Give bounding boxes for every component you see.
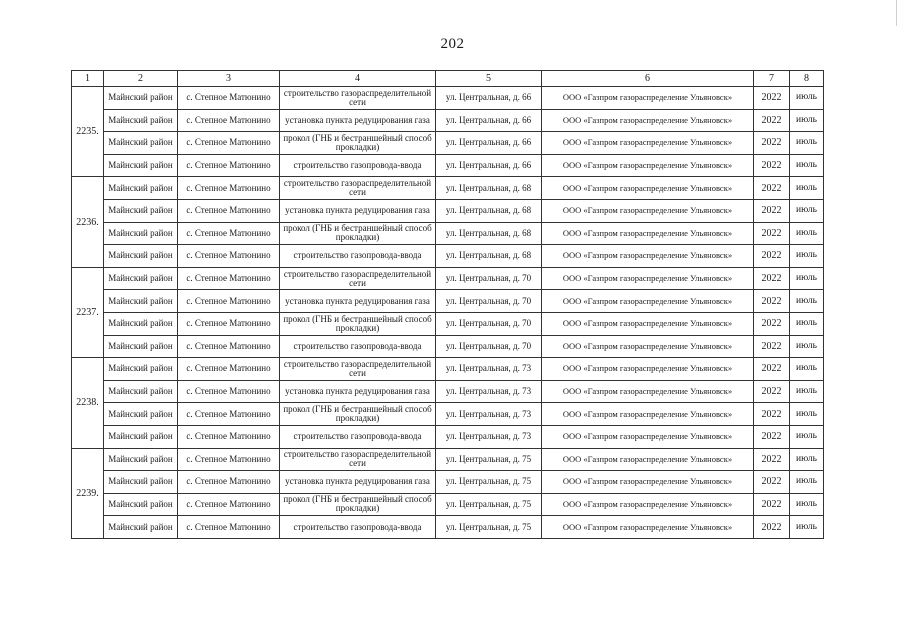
table-row [72, 87, 824, 110]
year-cell: 2022 [754, 132, 790, 155]
address-cell: ул. Центральная, д. 75 [436, 493, 542, 516]
month-cell: июль [790, 267, 824, 290]
document-table-container [71, 70, 824, 539]
district-cell: Майнский район [104, 290, 178, 313]
work-type-cell: строительство газопровода-ввода [280, 335, 436, 358]
table-row [72, 358, 824, 381]
work-type-cell: установка пункта редуцирования газа [280, 380, 436, 403]
district-cell: Майнский район [104, 403, 178, 426]
year-cell: 2022 [754, 177, 790, 200]
table-row [72, 154, 824, 177]
work-type-cell: строительство газопровода-ввода [280, 245, 436, 268]
district-cell: Майнский район [104, 358, 178, 381]
month-cell: июль [790, 245, 824, 268]
table-row [72, 199, 824, 222]
column-header: 7 [754, 71, 790, 87]
month-cell: июль [790, 154, 824, 177]
district-cell: Майнский район [104, 493, 178, 516]
address-cell: ул. Центральная, д. 68 [436, 245, 542, 268]
year-cell: 2022 [754, 245, 790, 268]
organization-cell: ООО «Газпром газораспределение Ульяновск» [542, 109, 754, 132]
work-type-cell: прокол (ГНБ и бестраншейный способ прокладки) [280, 403, 436, 426]
scan-edge-mark [896, 0, 897, 26]
address-cell: ул. Центральная, д. 75 [436, 516, 542, 539]
district-cell: Майнский район [104, 312, 178, 335]
table-row [72, 516, 824, 539]
work-type-cell: строительство газораспределительной сети [280, 358, 436, 381]
address-cell: ул. Центральная, д. 70 [436, 267, 542, 290]
year-cell: 2022 [754, 425, 790, 448]
month-cell: июль [790, 222, 824, 245]
year-cell: 2022 [754, 471, 790, 494]
work-type-cell: строительство газораспределительной сети [280, 177, 436, 200]
year-cell: 2022 [754, 199, 790, 222]
month-cell: июль [790, 516, 824, 539]
month-cell: июль [790, 493, 824, 516]
address-cell: ул. Центральная, д. 68 [436, 222, 542, 245]
header-row [72, 71, 824, 87]
month-cell: июль [790, 471, 824, 494]
month-cell: июль [790, 380, 824, 403]
row-number-cell: 2236. [72, 177, 104, 267]
year-cell: 2022 [754, 154, 790, 177]
table-row [72, 245, 824, 268]
district-cell: Майнский район [104, 132, 178, 155]
address-cell: ул. Центральная, д. 70 [436, 335, 542, 358]
organization-cell: ООО «Газпром газораспределение Ульяновск» [542, 471, 754, 494]
village-cell: с. Степное Матюнино [178, 154, 280, 177]
month-cell: июль [790, 87, 824, 110]
table-row [72, 425, 824, 448]
month-cell: июль [790, 403, 824, 426]
table-row [72, 312, 824, 335]
address-cell: ул. Центральная, д. 70 [436, 312, 542, 335]
organization-cell: ООО «Газпром газораспределение Ульяновск» [542, 177, 754, 200]
row-number-cell: 2235. [72, 87, 104, 177]
address-cell: ул. Центральная, д. 75 [436, 471, 542, 494]
table-row [72, 132, 824, 155]
column-header: 6 [542, 71, 754, 87]
table-body [72, 87, 824, 539]
address-cell: ул. Центральная, д. 66 [436, 87, 542, 110]
month-cell: июль [790, 335, 824, 358]
district-cell: Майнский район [104, 448, 178, 471]
organization-cell: ООО «Газпром газораспределение Ульяновск» [542, 448, 754, 471]
month-cell: июль [790, 358, 824, 381]
table-row [72, 380, 824, 403]
district-cell: Майнский район [104, 177, 178, 200]
table-row [72, 290, 824, 313]
table-row [72, 267, 824, 290]
table-row [72, 222, 824, 245]
address-cell: ул. Центральная, д. 68 [436, 199, 542, 222]
village-cell: с. Степное Матюнино [178, 403, 280, 426]
organization-cell: ООО «Газпром газораспределение Ульяновск» [542, 132, 754, 155]
month-cell: июль [790, 312, 824, 335]
month-cell: июль [790, 199, 824, 222]
work-type-cell: установка пункта редуцирования газа [280, 199, 436, 222]
month-cell: июль [790, 448, 824, 471]
address-cell: ул. Центральная, д. 66 [436, 154, 542, 177]
work-type-cell: строительство газораспределительной сети [280, 87, 436, 110]
row-number-cell: 2238. [72, 358, 104, 448]
village-cell: с. Степное Матюнино [178, 358, 280, 381]
village-cell: с. Степное Матюнино [178, 222, 280, 245]
year-cell: 2022 [754, 380, 790, 403]
district-cell: Майнский район [104, 154, 178, 177]
work-type-cell: прокол (ГНБ и бестраншейный способ прокладки) [280, 312, 436, 335]
organization-cell: ООО «Газпром газораспределение Ульяновск» [542, 222, 754, 245]
organization-cell: ООО «Газпром газораспределение Ульяновск» [542, 358, 754, 381]
table-row [72, 448, 824, 471]
work-type-cell: прокол (ГНБ и бестраншейный способ прокладки) [280, 132, 436, 155]
work-type-cell: строительство газораспределительной сети [280, 448, 436, 471]
year-cell: 2022 [754, 403, 790, 426]
work-type-cell: установка пункта редуцирования газа [280, 471, 436, 494]
work-type-cell: строительство газопровода-ввода [280, 516, 436, 539]
organization-cell: ООО «Газпром газораспределение Ульяновск» [542, 199, 754, 222]
village-cell: с. Степное Матюнино [178, 493, 280, 516]
address-cell: ул. Центральная, д. 73 [436, 425, 542, 448]
organization-cell: ООО «Газпром газораспределение Ульяновск» [542, 403, 754, 426]
gasification-plan-table [71, 70, 824, 539]
district-cell: Майнский район [104, 335, 178, 358]
month-cell: июль [790, 290, 824, 313]
village-cell: с. Степное Матюнино [178, 109, 280, 132]
district-cell: Майнский район [104, 222, 178, 245]
column-header: 5 [436, 71, 542, 87]
address-cell: ул. Центральная, д. 66 [436, 109, 542, 132]
table-row [72, 109, 824, 132]
organization-cell: ООО «Газпром газораспределение Ульяновск» [542, 245, 754, 268]
year-cell: 2022 [754, 267, 790, 290]
year-cell: 2022 [754, 222, 790, 245]
table-row [72, 403, 824, 426]
year-cell: 2022 [754, 312, 790, 335]
village-cell: с. Степное Матюнино [178, 380, 280, 403]
village-cell: с. Степное Матюнино [178, 312, 280, 335]
column-header: 8 [790, 71, 824, 87]
work-type-cell: строительство газопровода-ввода [280, 425, 436, 448]
organization-cell: ООО «Газпром газораспределение Ульяновск» [542, 380, 754, 403]
district-cell: Майнский район [104, 267, 178, 290]
address-cell: ул. Центральная, д. 66 [436, 132, 542, 155]
village-cell: с. Степное Матюнино [178, 267, 280, 290]
organization-cell: ООО «Газпром газораспределение Ульяновск» [542, 87, 754, 110]
address-cell: ул. Центральная, д. 75 [436, 448, 542, 471]
district-cell: Майнский район [104, 471, 178, 494]
table-row [72, 493, 824, 516]
village-cell: с. Степное Матюнино [178, 177, 280, 200]
column-header: 2 [104, 71, 178, 87]
district-cell: Майнский район [104, 199, 178, 222]
address-cell: ул. Центральная, д. 68 [436, 177, 542, 200]
district-cell: Майнский район [104, 380, 178, 403]
work-type-cell: прокол (ГНБ и бестраншейный способ прокладки) [280, 222, 436, 245]
district-cell: Майнский район [104, 87, 178, 110]
organization-cell: ООО «Газпром газораспределение Ульяновск» [542, 267, 754, 290]
work-type-cell: строительство газопровода-ввода [280, 154, 436, 177]
year-cell: 2022 [754, 335, 790, 358]
month-cell: июль [790, 425, 824, 448]
month-cell: июль [790, 177, 824, 200]
district-cell: Майнский район [104, 109, 178, 132]
year-cell: 2022 [754, 516, 790, 539]
year-cell: 2022 [754, 448, 790, 471]
organization-cell: ООО «Газпром газораспределение Ульяновск» [542, 493, 754, 516]
table-row [72, 335, 824, 358]
organization-cell: ООО «Газпром газораспределение Ульяновск» [542, 516, 754, 539]
year-cell: 2022 [754, 358, 790, 381]
row-number-cell: 2239. [72, 448, 104, 538]
page-number: 202 [440, 36, 465, 52]
address-cell: ул. Центральная, д. 70 [436, 290, 542, 313]
work-type-cell: установка пункта редуцирования газа [280, 109, 436, 132]
village-cell: с. Степное Матюнино [178, 448, 280, 471]
organization-cell: ООО «Газпром газораспределение Ульяновск» [542, 335, 754, 358]
village-cell: с. Степное Матюнино [178, 290, 280, 313]
year-cell: 2022 [754, 109, 790, 132]
organization-cell: ООО «Газпром газораспределение Ульяновск» [542, 425, 754, 448]
address-cell: ул. Центральная, д. 73 [436, 380, 542, 403]
year-cell: 2022 [754, 493, 790, 516]
row-number-cell: 2237. [72, 267, 104, 357]
year-cell: 2022 [754, 87, 790, 110]
column-header: 3 [178, 71, 280, 87]
table-row [72, 177, 824, 200]
village-cell: с. Степное Матюнино [178, 199, 280, 222]
village-cell: с. Степное Матюнино [178, 335, 280, 358]
village-cell: с. Степное Матюнино [178, 471, 280, 494]
address-cell: ул. Центральная, д. 73 [436, 358, 542, 381]
work-type-cell: строительство газораспределительной сети [280, 267, 436, 290]
column-header: 4 [280, 71, 436, 87]
village-cell: с. Степное Матюнино [178, 245, 280, 268]
district-cell: Майнский район [104, 425, 178, 448]
month-cell: июль [790, 109, 824, 132]
village-cell: с. Степное Матюнино [178, 87, 280, 110]
village-cell: с. Степное Матюнино [178, 516, 280, 539]
organization-cell: ООО «Газпром газораспределение Ульяновск» [542, 154, 754, 177]
village-cell: с. Степное Матюнино [178, 425, 280, 448]
district-cell: Майнский район [104, 516, 178, 539]
district-cell: Майнский район [104, 245, 178, 268]
organization-cell: ООО «Газпром газораспределение Ульяновск» [542, 290, 754, 313]
year-cell: 2022 [754, 290, 790, 313]
organization-cell: ООО «Газпром газораспределение Ульяновск» [542, 312, 754, 335]
village-cell: с. Степное Матюнино [178, 132, 280, 155]
work-type-cell: установка пункта редуцирования газа [280, 290, 436, 313]
work-type-cell: прокол (ГНБ и бестраншейный способ прокладки) [280, 493, 436, 516]
address-cell: ул. Центральная, д. 73 [436, 403, 542, 426]
table-row [72, 471, 824, 494]
column-header: 1 [72, 71, 104, 87]
month-cell: июль [790, 132, 824, 155]
